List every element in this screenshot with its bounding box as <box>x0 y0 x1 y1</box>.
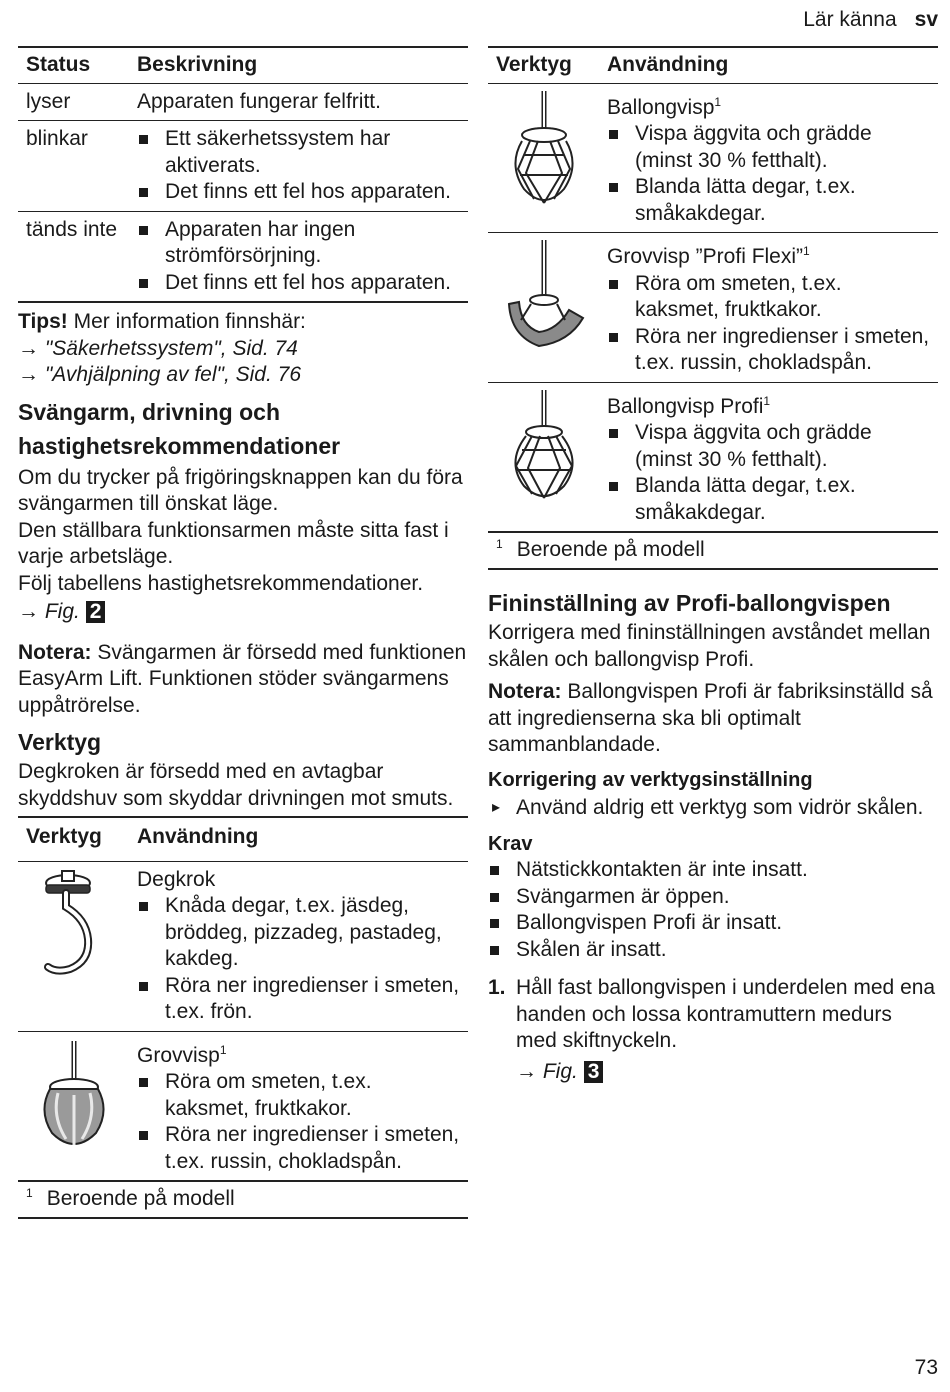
status-table <box>18 46 468 303</box>
list-item: Knåda degar, t.ex. jäsdeg, bröddeg, pizzadeg, pastadeg, kakdeg. <box>137 893 460 973</box>
footnote-marker: 1 <box>219 1042 227 1057</box>
status-table-header <box>18 47 468 83</box>
section-heading: Verktyg <box>18 729 102 755</box>
tools-table <box>18 816 468 1182</box>
status-cell: blinkar <box>18 121 129 212</box>
note-label: Notera: <box>488 680 562 703</box>
step-number: 1. <box>488 976 506 999</box>
cross-ref-link[interactable]: → "Säkerhetssystem", Sid. 74 <box>18 336 298 360</box>
right-column <box>488 46 938 1085</box>
list-item: Det finns ett fel hos apparaten. <box>137 179 460 206</box>
tips-text: Mer information finnshär: <box>67 310 306 333</box>
profi-flexi-whisk-icon <box>499 238 589 363</box>
section-heading: Fininställning av Profi-ballongvispen <box>488 590 891 616</box>
sub-heading: Korrigering av verktygsinställning <box>488 768 813 791</box>
requirement-item: Nätstickkontakten är inte insatt. <box>488 857 938 884</box>
usage-col-header: Användning <box>129 817 468 861</box>
tool-name <box>607 238 930 271</box>
usage-col-header: Användning <box>599 47 938 83</box>
tool-name-text: Grovvisp ”Profi Flexi” <box>607 245 804 268</box>
footnote-text: Beroende på modell <box>516 538 705 561</box>
table-row <box>18 211 468 302</box>
footnote-mark: 1 <box>26 1186 33 1200</box>
tool-name <box>607 89 930 122</box>
tool-name <box>607 388 930 421</box>
body-paragraph: Degkroken är försedd med en avtagbar skyddshuv som skyddar drivningen mot smuts. <box>18 760 454 810</box>
tips-label: Tips! <box>18 310 68 333</box>
footnote-text: Beroende på modell <box>46 1187 235 1210</box>
table-row <box>18 83 468 121</box>
tool-name <box>137 1037 460 1070</box>
section-heading: Svängarm, drivning och hastighetsrekommendationer <box>18 398 341 459</box>
status-cell: tänds inte <box>18 211 129 302</box>
list-item: Det finns ett fel hos apparaten. <box>137 270 460 297</box>
list-item: Röra ner ingredienser i smeten, t.ex. russin, chokladspån. <box>137 1122 460 1175</box>
page-header <box>803 8 938 32</box>
status-col-header: Status <box>18 47 129 83</box>
usage-cell <box>129 861 468 1031</box>
tool-name <box>137 867 460 894</box>
usage-cell <box>599 83 938 233</box>
figure-prefix: → Fig. <box>516 1059 578 1083</box>
tool-image-cell <box>488 233 599 383</box>
list-item: Röra ner ingredienser i smeten, t.ex. russin, chokladspån. <box>607 324 930 377</box>
list-item: Röra om smeten, t.ex. kaksmet, fruktkakor. <box>607 271 930 324</box>
list-item: Vispa äggvita och grädde (minst 30 % fetthalt). <box>607 420 930 473</box>
step-item <box>488 975 938 1085</box>
tool-name-text: Ballongvisp Profi <box>607 394 764 418</box>
list-item: Vispa äggvita och grädde (minst 30 % fetthalt). <box>607 121 930 174</box>
tool-col-header: Verktyg <box>488 47 599 83</box>
tool-name-text: Ballongvisp <box>607 95 715 119</box>
dough-hook-icon <box>34 867 114 977</box>
requirement-item: Svängarmen är öppen. <box>488 884 938 911</box>
tools-table-header <box>488 47 938 83</box>
tool-col-header: Verktyg <box>18 817 129 861</box>
table-footnote <box>18 1182 468 1219</box>
note-label: Notera: <box>18 640 92 664</box>
requirement-item: Ballongvispen Profi är insatt. <box>488 910 938 937</box>
table-row <box>488 83 938 233</box>
description-cell <box>129 121 468 212</box>
figure-reference[interactable] <box>18 599 468 626</box>
tools-table-continued <box>488 46 938 533</box>
table-footnote <box>488 533 938 570</box>
tool-name-text: Degkrok <box>137 867 216 891</box>
table-row <box>18 1031 468 1181</box>
usage-cell <box>599 382 938 532</box>
tool-image-cell <box>488 382 599 532</box>
table-row <box>18 121 468 212</box>
figure-number: 2 <box>86 601 106 623</box>
usage-cell <box>599 233 938 383</box>
balloon-whisk-icon <box>504 89 584 214</box>
list-item: Röra ner ingredienser i smeten, t.ex. frön. <box>137 973 460 1026</box>
tool-name-text: Grovvisp <box>137 1043 220 1067</box>
status-cell: lyser <box>18 83 129 121</box>
description-cell: Apparaten fungerar felfritt. <box>129 83 468 121</box>
figure-prefix: → Fig. <box>18 600 80 623</box>
figure-reference[interactable] <box>516 1059 938 1086</box>
list-item: Röra om smeten, t.ex. kaksmet, fruktkakor. <box>137 1069 460 1122</box>
usage-cell <box>129 1031 468 1181</box>
requirements-heading: Krav <box>488 833 533 855</box>
description-cell <box>129 211 468 302</box>
header-section: Lär känna <box>803 8 897 31</box>
step-text: Håll fast ballongvispen i underdelen med ena handen och lossa kontramuttern medurs med skiftnyckeln. <box>516 976 936 1052</box>
list-item: Blanda lätta degar, t.ex. småkakdegar. <box>607 473 930 526</box>
figure-number: 3 <box>584 1061 604 1083</box>
list-item: Blanda lätta degar, t.ex. småkakdegar. <box>607 174 930 227</box>
page-number: 73 <box>914 1356 938 1379</box>
list-item: Apparaten har ingen strömförsörjning. <box>137 217 460 270</box>
body-paragraph: Den ställbara funktionsarmen måste sitta fast i varje arbetsläge. <box>18 518 449 568</box>
footnote-mark: 1 <box>496 537 503 551</box>
table-row <box>488 382 938 532</box>
tool-image-cell <box>18 861 129 1031</box>
footnote-marker: 1 <box>763 393 771 408</box>
note-text: Ballongvispen Profi är fabriksinställd så att ingredienserna ska bli optimalt sammanblandade. <box>488 680 933 756</box>
tool-image-cell <box>488 83 599 233</box>
note-text: Svängarmen är försedd med funktionen EasyArm Lift. Funktionen stöder svängarmens uppåtrörelse. <box>18 640 467 717</box>
footnote-marker: 1 <box>714 94 722 109</box>
list-item: Ett säkerhetssystem har aktiverats. <box>137 126 460 179</box>
header-lang: sv <box>914 8 938 31</box>
description-col-header: Beskrivning <box>129 47 468 83</box>
table-row <box>18 861 468 1031</box>
cross-ref-link[interactable]: → "Avhjälpning av fel", Sid. 76 <box>18 363 302 386</box>
body-paragraph: Följ tabellens hastighetsrekommendationer. <box>18 571 424 595</box>
body-paragraph: Korrigera med fininställningen avståndet mellan skålen och ballongvisp Profi. <box>488 621 931 671</box>
note-paragraph <box>488 679 938 759</box>
body-paragraph: Om du trycker på frigöringsknappen kan du föra svängarmen till önskat läge. <box>18 465 463 515</box>
tools-table-header <box>18 817 468 861</box>
coarse-whisk-icon <box>34 1037 114 1157</box>
tool-image-cell <box>18 1031 129 1181</box>
note-paragraph <box>18 640 468 720</box>
profi-balloon-whisk-icon <box>504 388 584 508</box>
left-column <box>18 46 468 1219</box>
warning-item: ▸ Använd aldrig ett verktyg som vidrör skålen. <box>488 795 938 822</box>
tips-paragraph <box>18 309 468 336</box>
table-row <box>488 233 938 383</box>
footnote-marker: 1 <box>803 244 810 258</box>
requirement-item: Skålen är insatt. <box>488 937 938 964</box>
